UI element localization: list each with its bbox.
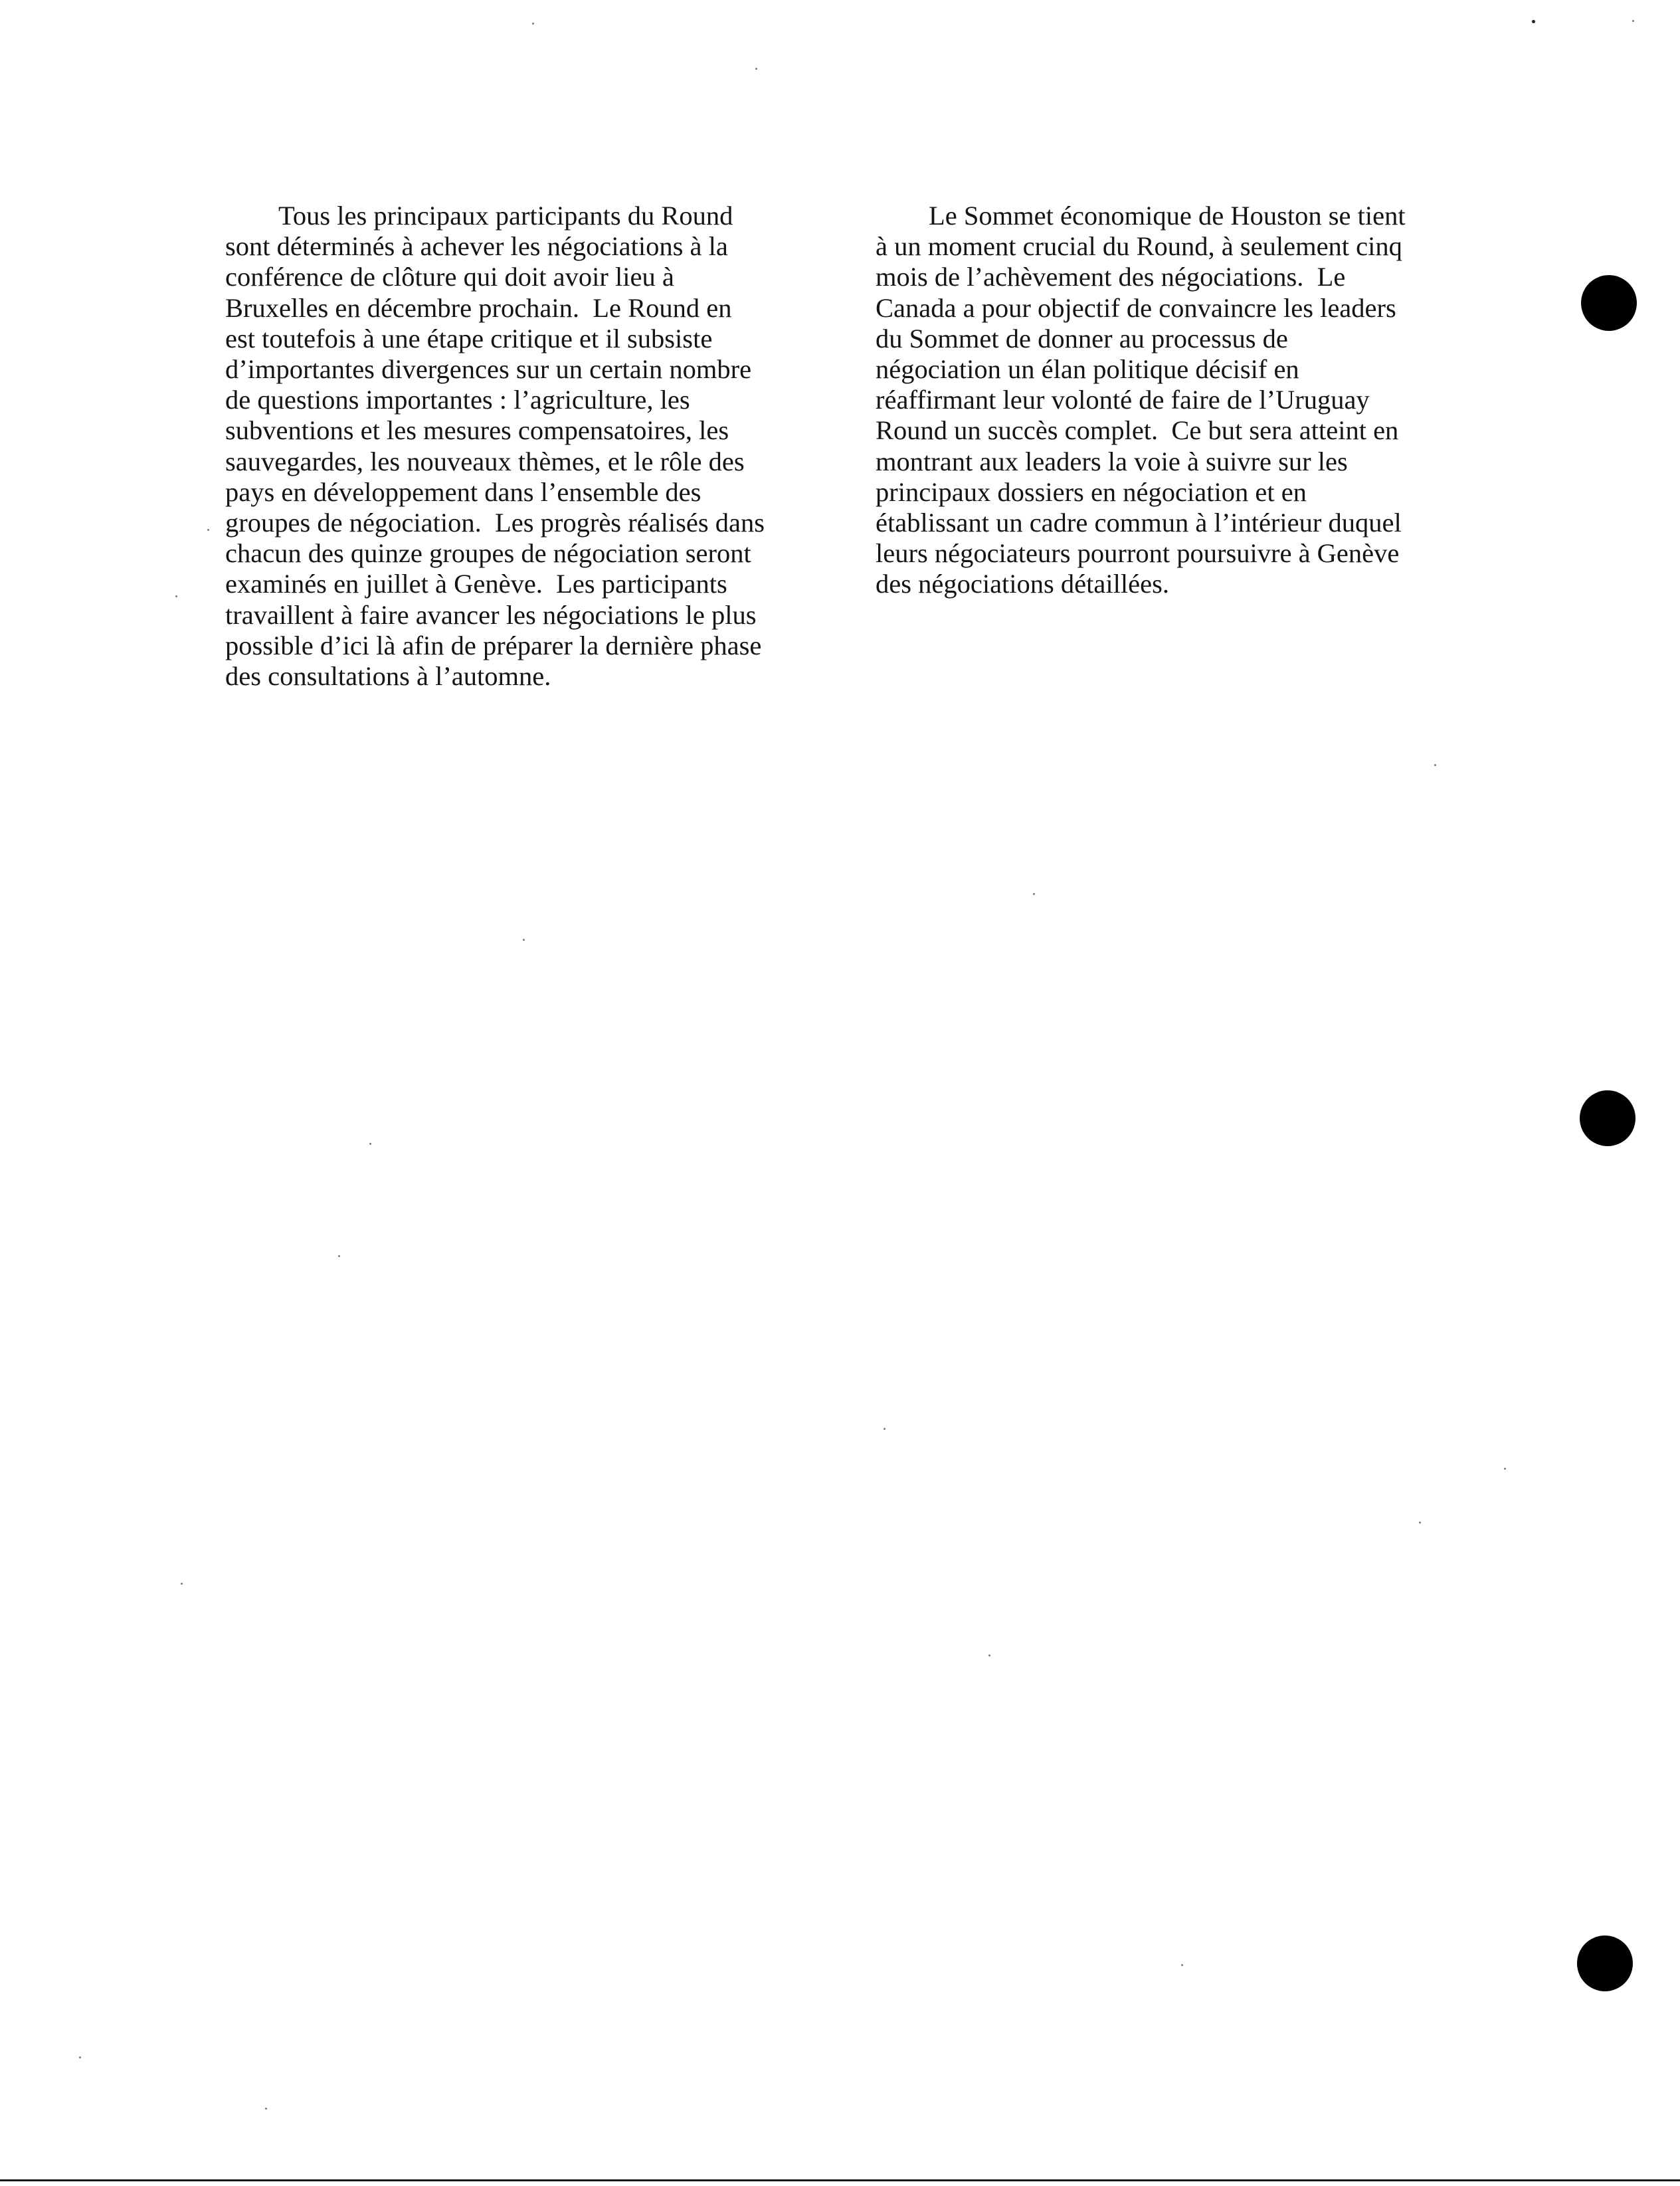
text-line: sauvegardes, les nouveaux thèmes, et le rôle des (225, 446, 745, 476)
scan-edge-rule (0, 2179, 1680, 2181)
punch-hole-middle (1580, 1090, 1635, 1146)
scan-speck (1434, 764, 1436, 766)
scan-speck (1632, 20, 1634, 22)
scan-speck (523, 939, 525, 941)
scan-speck (181, 1583, 183, 1585)
scan-speck (1181, 1964, 1183, 1966)
punch-hole-bottom (1577, 1936, 1633, 1991)
scan-speck (1033, 893, 1035, 895)
scan-speck (338, 1255, 340, 1257)
text-line: établissant un cadre commun à l’intérieur duquel (876, 508, 1402, 538)
scan-speck (369, 1143, 371, 1145)
scan-speck (532, 23, 534, 25)
text-line: Bruxelles en décembre prochain. Le Round en (225, 292, 732, 323)
scan-speck (988, 1654, 990, 1656)
scan-speck (884, 1428, 886, 1430)
text-line: à un moment crucial du Round, à seulement cinq (876, 231, 1402, 262)
text-line: Tous les principaux participants du Round (278, 201, 733, 231)
text-line: Canada a pour objectif de convaincre les leaders (876, 292, 1396, 323)
scan-speck (79, 2056, 81, 2058)
text-line: du Sommet de donner au processus de (876, 323, 1288, 353)
text-line: examinés en juillet à Genève. Les participants (225, 569, 727, 599)
text-line: d’importantes divergences sur un certain nombre (225, 354, 752, 385)
text-line: travaillent à faire avancer les négociations le plus (225, 599, 757, 630)
text-line: mois de l’achèvement des négociations. Le (876, 262, 1346, 292)
text-line: pays en développement dans l’ensemble des (225, 476, 701, 507)
scan-speck (1419, 1522, 1421, 1524)
text-line: conférence de clôture qui doit avoir lieu à (225, 262, 674, 292)
paragraph-left-column (225, 201, 843, 692)
scan-speck (755, 68, 757, 70)
scan-speck (1532, 20, 1535, 23)
text-line: de questions importantes : l’agriculture, les (225, 385, 690, 415)
scan-speck (175, 595, 177, 597)
scan-speck (1504, 1468, 1506, 1470)
text-line: sont déterminés à achever les négociations à la (225, 231, 728, 262)
text-line: montrant aux leaders la voie à suivre sur les (876, 446, 1348, 476)
text-line: subventions et les mesures compensatoires, les (225, 415, 729, 446)
text-line: des négociations détaillées. (876, 569, 1169, 599)
text-line: des consultations à l’automne. (225, 661, 551, 692)
text-line: Le Sommet économique de Houston se tient (929, 201, 1406, 231)
text-line: chacun des quinze groupes de négociation seront (225, 538, 751, 569)
text-line: groupes de négociation. Les progrès réalisés dans (225, 508, 765, 538)
scan-speck (265, 2108, 267, 2110)
text-line: leurs négociateurs pourront poursuivre à Genève (876, 538, 1400, 569)
scan-speck (207, 529, 209, 531)
text-line: Round un succès complet. Ce but sera atteint en (876, 415, 1399, 446)
text-line: est toutefois à une étape critique et il subsiste (225, 323, 713, 353)
text-line: négociation un élan politique décisif en (876, 354, 1299, 385)
punch-hole-top (1581, 275, 1637, 331)
paragraph-right-column (876, 201, 1493, 600)
text-line: principaux dossiers en négociation et en (876, 476, 1307, 507)
text-line: réaffirmant leur volonté de faire de l’Uruguay (876, 385, 1370, 415)
text-line: possible d’ici là afin de préparer la dernière phase (225, 630, 762, 660)
